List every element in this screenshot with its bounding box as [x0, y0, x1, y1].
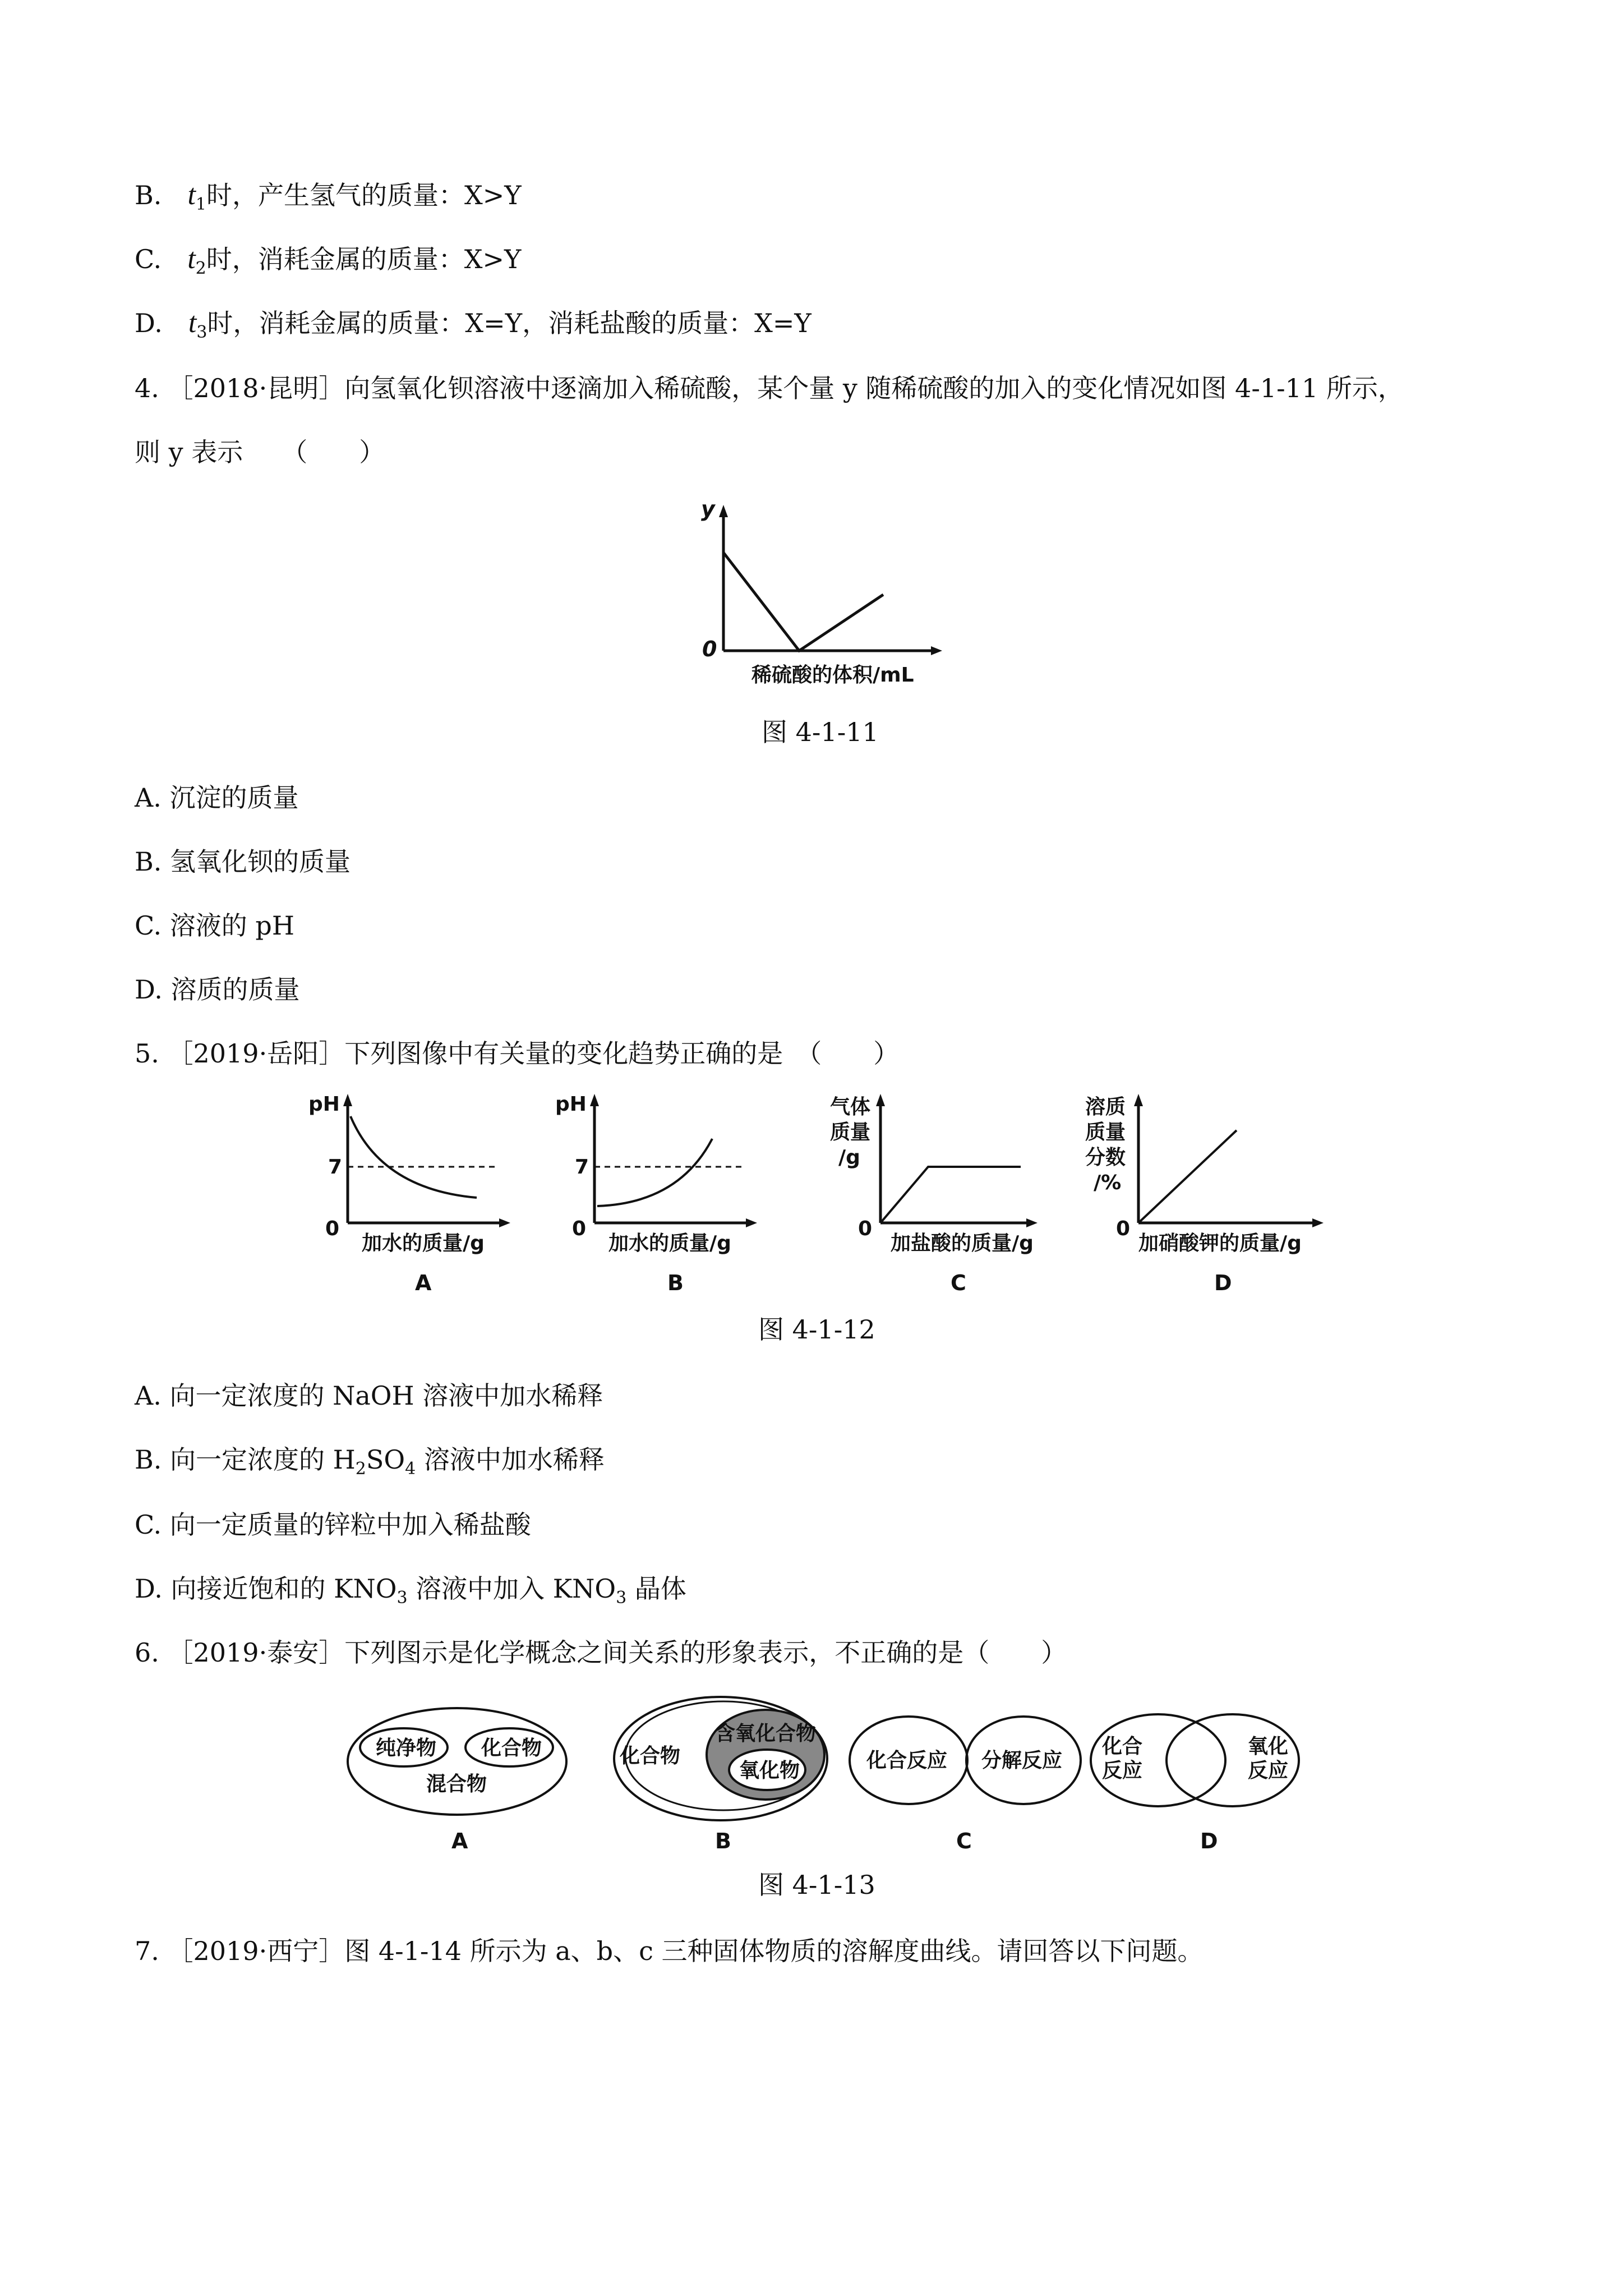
svg-text:加水的质量/g: 加水的质量/g — [362, 1232, 485, 1255]
svg-text:7: 7 — [575, 1156, 589, 1179]
figure-letter: C — [951, 1271, 966, 1295]
svg-text:含氧化合物: 含氧化合物 — [715, 1722, 817, 1745]
q4-stem-line2: 则 y 表示 （ ） — [135, 437, 385, 467]
svg-text:7: 7 — [328, 1156, 343, 1179]
svg-text:质量: 质量 — [830, 1121, 871, 1144]
figure-letter: A — [415, 1271, 432, 1295]
figure-4-1-12-d — [1066, 1088, 1335, 1301]
svg-text:化合物: 化合物 — [481, 1737, 542, 1760]
svg-text:0: 0 — [572, 1217, 587, 1240]
svg-text:质量: 质量 — [1085, 1121, 1126, 1144]
svg-text:反应: 反应 — [1248, 1759, 1289, 1782]
svg-text:化合反应: 化合反应 — [866, 1749, 948, 1772]
svg-text:氧化: 氧化 — [1248, 1735, 1289, 1758]
q5-option-c: C. 向一定质量的锌粒中加入稀盐酸 — [135, 1510, 531, 1540]
q7-stem: 7. ［2019·西宁］图 4-1-14 所示为 a、b、c 三种固体物质的溶解度曲线。请回答以下问题。 — [135, 1936, 1204, 1966]
svg-text:混合物: 混合物 — [426, 1773, 487, 1796]
svg-text:溶质: 溶质 — [1085, 1096, 1126, 1119]
q5-option-d: D. 向接近饱和的 $KNO_3$ 溶液中加入 $KNO_3$ 晶体 — [135, 1573, 686, 1608]
svg-text:分数: 分数 — [1085, 1146, 1126, 1169]
origin-label: 0 — [702, 637, 717, 661]
q3-option-c: C. $t_2$时，消耗金属的质量：X>Y — [135, 243, 522, 279]
gas-curve — [880, 1167, 1021, 1223]
diagram-b — [614, 1697, 827, 1853]
svg-text:/g: /g — [838, 1146, 860, 1169]
q4-option-a: A. 沉淀的质量 — [135, 783, 299, 813]
ph-curve — [597, 1139, 712, 1206]
svg-text:反应: 反应 — [1102, 1759, 1143, 1782]
figure-4-1-12-c — [813, 1088, 1049, 1301]
q4-option-b: B. 氢氧化钡的质量 — [135, 846, 351, 877]
svg-text:化合: 化合 — [1102, 1735, 1143, 1758]
svg-text:A: A — [451, 1829, 468, 1853]
figure-4-1-13 — [336, 1694, 1301, 1874]
q3-option-d: D. $t_3$时，消耗金属的质量：X=Y，消耗盐酸的质量：X=Y — [135, 307, 811, 343]
caption-4-1-12: 图 4-1-12 — [758, 1314, 875, 1345]
q4-stem-line1: 4. ［2018·昆明］向氢氧化钡溶液中逐滴加入稀硫酸，某个量 y 随稀硫酸的加入的变化情况如图 4-1-11 所示， — [135, 373, 1404, 403]
diagram-a — [348, 1708, 566, 1853]
q4-option-c: C. 溶液的 pH — [135, 910, 294, 941]
svg-text:分解反应: 分解反应 — [981, 1749, 1063, 1772]
y-curve — [723, 553, 883, 651]
diagram-c — [850, 1717, 1081, 1853]
svg-text:/%: /% — [1094, 1171, 1122, 1194]
svg-text:化合物: 化合物 — [620, 1745, 681, 1768]
ph-curve — [351, 1116, 477, 1198]
caption-4-1-13: 图 4-1-13 — [758, 1870, 875, 1900]
figure-letter: B — [667, 1271, 684, 1295]
q3-option-b: B. $t_1$时，产生氢气的质量：X>Y — [135, 179, 522, 215]
svg-text:0: 0 — [325, 1217, 340, 1240]
svg-text:气体: 气体 — [830, 1096, 871, 1119]
figure-4-1-12-a — [297, 1088, 522, 1301]
svg-text:C: C — [956, 1829, 972, 1853]
figure-letter: D — [1214, 1271, 1232, 1295]
diagram-d — [1091, 1714, 1299, 1853]
svg-text:pH: pH — [308, 1093, 340, 1116]
y-axis-label: y — [701, 496, 715, 521]
svg-text:加硝酸钾的质量/g: 加硝酸钾的质量/g — [1138, 1232, 1302, 1255]
svg-text:加盐酸的质量/g: 加盐酸的质量/g — [891, 1232, 1034, 1255]
q5-option-b: B. 向一定浓度的 $H_2SO_4$ 溶液中加水稀释 — [135, 1444, 605, 1479]
svg-text:B: B — [715, 1829, 731, 1853]
fraction-curve — [1138, 1130, 1237, 1223]
caption-4-1-11: 图 4-1-11 — [762, 717, 879, 747]
q5-stem: 5. ［2019·岳阳］下列图像中有关量的变化趋势正确的是 （ ） — [135, 1038, 900, 1069]
x-axis-label: 稀硫酸的体积/mL — [751, 664, 914, 687]
figure-4-1-11 — [662, 494, 953, 696]
svg-text:加水的质量/g: 加水的质量/g — [608, 1232, 731, 1255]
q6-stem: 6. ［2019·泰安］下列图示是化学概念之间关系的形象表示，不正确的是（ ） — [135, 1637, 1067, 1668]
svg-text:0: 0 — [1116, 1217, 1131, 1240]
figure-4-1-12-b — [544, 1088, 768, 1301]
svg-text:纯净物: 纯净物 — [376, 1737, 437, 1760]
svg-text:D: D — [1200, 1829, 1218, 1853]
svg-text:0: 0 — [858, 1217, 873, 1240]
svg-text:氧化物: 氧化物 — [739, 1759, 800, 1782]
svg-text:pH: pH — [555, 1093, 587, 1116]
q5-option-a: A. 向一定浓度的 NaOH 溶液中加水稀释 — [135, 1381, 603, 1411]
q4-option-d: D. 溶质的质量 — [135, 974, 300, 1005]
